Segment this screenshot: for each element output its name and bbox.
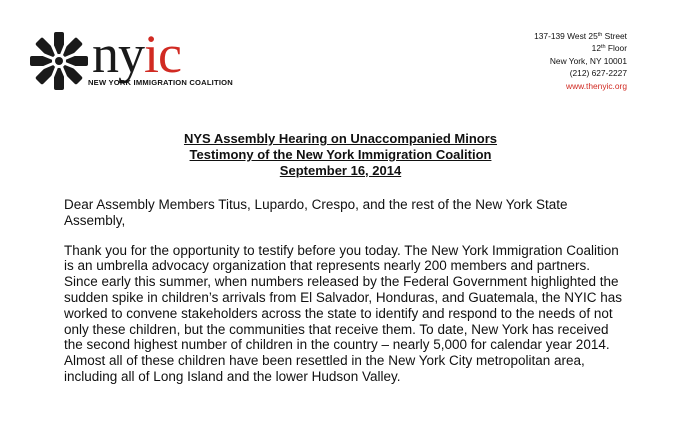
logo-wordmark [92, 24, 181, 84]
logo-wordmark-ic: ic [144, 24, 181, 84]
address-floor [534, 42, 627, 54]
letter-body [64, 197, 624, 399]
salutation: Dear Assembly Members Titus, Lupardo, Crespo, and the rest of the New York State Assembly, [64, 197, 568, 228]
paragraph-1: Thank you for the opportunity to testify before you today. The New York Immigration Coalition is an umbrella advocacy organization that represents nearly 200 members and partners. Since early this summer, when numbers released by the Federal Government highlighted the sudden spike in children’s arrivals from El Salvador, Honduras, and Guatemala, the NYIC has worked to convene stakeholders across the state to identify and respond to the needs of not only these children, but the communities that receive them. To date, New York has received the second highest number of children in the country – nearly 5,000 for calendar year 2014. Almost all of these children have been resettled in the New York City metropolitan area, including all of Long Island and the lower Hudson Valley. [64, 242, 623, 384]
street-number: 137-139 West 25 [534, 31, 598, 41]
street-suffix: th [597, 32, 603, 38]
heading-line-1: NYS Assembly Hearing on Unaccompanied Minors [183, 131, 498, 146]
floor-name: Floor [605, 43, 627, 54]
logo-tagline: NEW YORK IMMIGRATION COALITION [88, 78, 233, 87]
address-city: New York, NY 10001 [549, 55, 627, 66]
address-phone: (212) 627-2227 [569, 68, 627, 79]
nyic-logo [28, 24, 258, 92]
floor-number: 12 [591, 43, 601, 54]
document-heading [0, 131, 681, 179]
address-street [534, 30, 627, 42]
street-name: Street [602, 31, 627, 41]
letterhead-address [534, 30, 627, 92]
logo-wordmark-n: n [92, 24, 118, 84]
heading-line-2: Testimony of the New York Immigration Coalition [189, 147, 492, 162]
logo-wordmark-y: y [118, 24, 144, 84]
heading-line-3: September 16, 2014 [279, 163, 402, 178]
nyic-knot-icon [28, 30, 90, 92]
floor-suffix: th [600, 44, 606, 51]
address-website[interactable]: www.thenyic.org [566, 80, 627, 91]
